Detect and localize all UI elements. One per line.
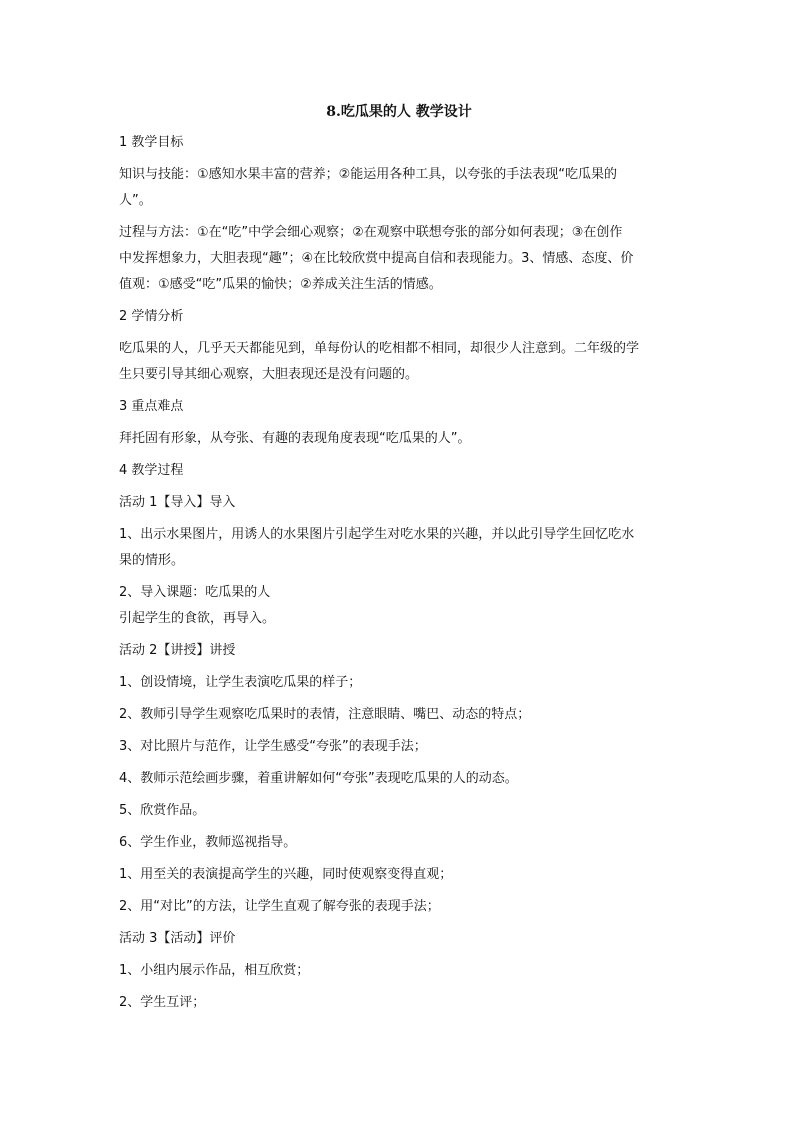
text-line: 人”。 [119, 193, 152, 208]
activity-heading-3: 活动 3【活动】评价 [119, 931, 236, 946]
list-item: 1、小组内展示作品，相互欣赏； [119, 963, 310, 978]
list-item: 2、导入课题：吃瓜果的人 [119, 585, 271, 600]
text-line: 过程与方法：①在“吃”中学会细心观察；②在观察中联想夸张的部分如何表现；③在创作 [119, 225, 623, 240]
list-item: 1、用至关的表演提高学生的兴趣，同时使观察变得直观； [119, 867, 453, 882]
list-item: 5、欣赏作品。 [119, 803, 206, 818]
paragraph-analysis [119, 336, 679, 388]
document-body [119, 100, 679, 1022]
list-item: 2、用“对比”的方法，让学生直观了解夸张的表现手法； [119, 899, 440, 914]
paragraph-process-method [119, 220, 679, 298]
paragraph-knowledge [119, 162, 679, 214]
section-heading-key-points: 3 重点难点 [119, 399, 184, 414]
list-item: 2、教师引导学生观察吃瓜果时的表情，注意眼睛、嘴巴、动态的特点； [119, 707, 531, 722]
list-item: 4、教师示范绘画步骤，着重讲解如何“夸张”表现吃瓜果的人的动态。 [119, 771, 518, 786]
paragraph-key-points: 拜托固有形象，从夸张、有趣的表现角度表现“吃瓜果的人”。 [119, 431, 471, 446]
text-line: 值观：①感受“吃”瓜果的愉快；②养成关注生活的情感。 [119, 277, 442, 292]
list-item [119, 522, 679, 574]
activity-heading-1: 活动 1【导入】导入 [119, 495, 236, 510]
text-line: 生只要引导其细心观察，大胆表现还是没有问题的。 [119, 367, 419, 382]
text-line: 1、出示水果图片，用诱人的水果图片引起学生对吃水果的兴趣，并以此引导学生回忆吃水 [119, 527, 635, 542]
text-line: 知识与技能：①感知水果丰富的营养；②能运用各种工具，以夸张的手法表现“吃瓜果的 [119, 167, 618, 182]
text-line: 中发挥想象力，大胆表现“趣”；④在比较欣赏中提高自信和表现能力。3、情感、态度、价 [119, 251, 634, 266]
section-heading-goals: 1 教学目标 [119, 135, 184, 150]
list-item: 2、学生互评； [119, 995, 206, 1010]
section-heading-analysis: 2 学情分析 [119, 309, 184, 324]
document-title: 8.吃瓜果的人 教学设计 [326, 104, 472, 120]
text-line: 果的情形。 [119, 553, 185, 568]
section-heading-teaching-process: 4 教学过程 [119, 463, 184, 478]
activity-heading-2: 活动 2【讲授】讲授 [119, 643, 236, 658]
list-item: 3、对比照片与范作，让学生感受“夸张”的表现手法； [119, 739, 427, 754]
list-item: 1、创设情境，让学生表演吃瓜果的样子； [119, 675, 362, 690]
list-item-note: 引起学生的食欲，再导入。 [119, 611, 276, 626]
text-line: 吃瓜果的人，几乎天天都能见到，单每份认的吃相都不相同，却很少人注意到。二年级的学 [119, 341, 640, 356]
list-item: 6、学生作业，教师巡视指导。 [119, 835, 297, 850]
